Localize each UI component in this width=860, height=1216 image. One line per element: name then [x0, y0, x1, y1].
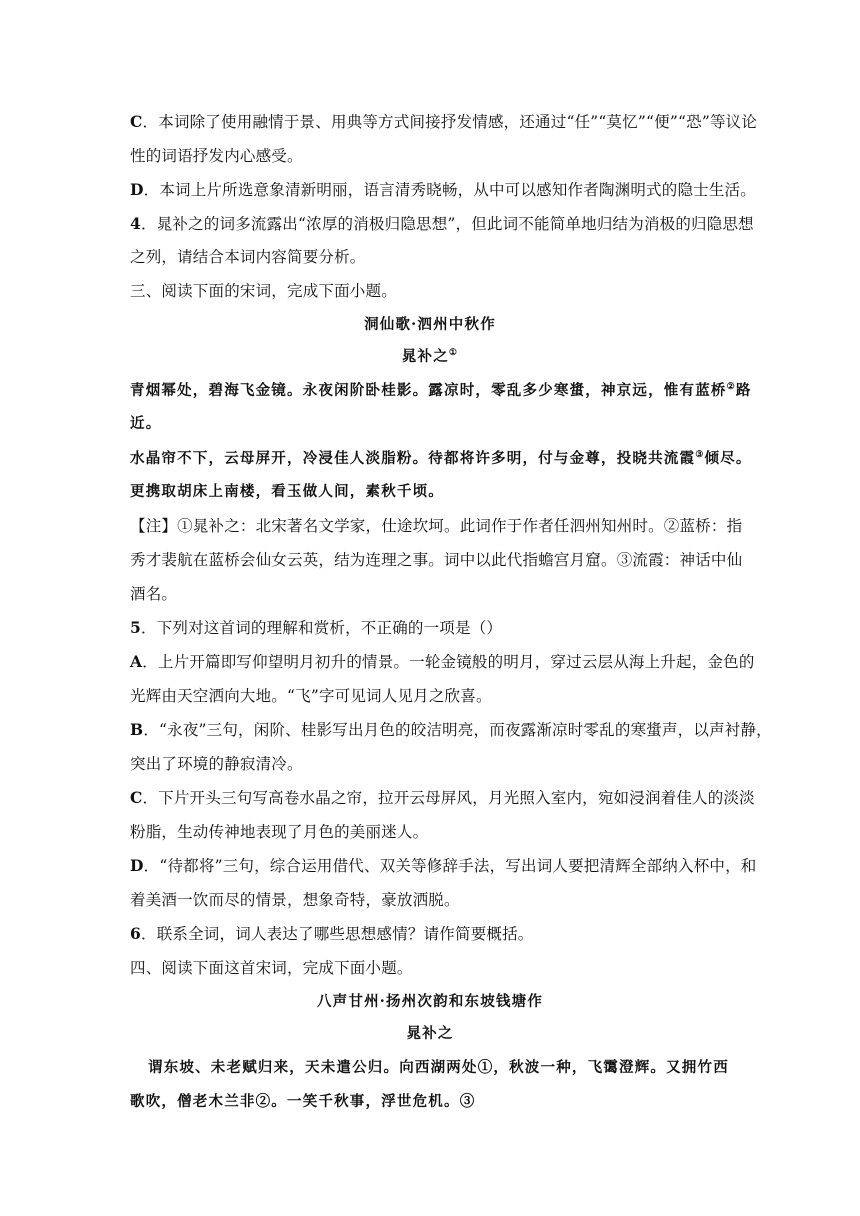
poem-2-line-2: 歌吹，僧老木兰非②。一笑千秋事，浮世危机。③ — [130, 1093, 476, 1110]
section-4-heading: 四、阅读下面这首宋词，完成下面小题。 — [130, 959, 413, 977]
poem-2-author: 晁补之 — [406, 1025, 454, 1042]
annotation-line-1: 【注】①晁补之：北宋著名文学家，仕途坎坷。此词作于作者任泗州知州时。②蓝桥：指 — [130, 517, 743, 535]
option-d-line-1: D．“待都将”三句，综合运用借代、双关等修辞手法，写出词人要把清辉全部纳入杯中，和 — [130, 856, 757, 875]
option-a-line-2: 光辉由天空洒向大地。“飞”字可见词人见月之欣喜。 — [130, 687, 492, 705]
option-b-line-2: 突出了环境的静寂清冷。 — [130, 755, 303, 773]
question-5: 5．下列对这首词的理解和赏析，不正确的一项是（） — [130, 618, 503, 637]
option-c-line-2: 性的词语抒发内心感受。 — [130, 147, 303, 165]
question-4-line-2: 之列，请结合本词内容简要分析。 — [130, 248, 366, 266]
poem-line-1: 青烟幂处，碧海飞金镜。永夜闲阶卧桂影。露凉时，零乱多少寒螀，神京远，惟有蓝桥②路 — [130, 382, 752, 399]
option-d-line-2: 着美酒一饮而尽的情景，想象奇特，豪放洒脱。 — [130, 891, 460, 909]
poem-line-2: 近。 — [130, 415, 162, 432]
annotation-line-3: 酒名。 — [130, 585, 178, 603]
option-c-line-1: C．本词除了使用融情于景、用典等方式间接抒发情感，还通过“任”“莫忆”“便”“恐”等议论 — [130, 112, 758, 131]
option-d-line-1: D．本词上片所选意象清新明丽，语言清秀晓畅，从中可以感知作者陶渊明式的隐士生活。 — [130, 180, 756, 199]
annotation-line-2: 秀才裴航在蓝桥会仙女云英，结为连理之事。词中以此代指蟾宫月窟。③流霞：神话中仙 — [130, 551, 743, 569]
option-c-line-1: C．下片开头三句写高卷水晶之帘，拉开云母屏风，月光照入室内，宛如浸润着佳人的淡淡 — [130, 788, 755, 807]
option-a-line-1: A．上片开篇即写仰望明月初升的情景。一轮金镜般的明月，穿过云层从海上升起，金色的 — [130, 652, 755, 671]
option-c-line-2: 粉脂，生动传神地表现了月色的美丽迷人。 — [130, 823, 429, 841]
poem-author: 晁补之① — [401, 348, 459, 365]
poem-line-4: 更携取胡床上南楼，看玉做人间，素秋千顷。 — [130, 483, 444, 500]
section-3-heading: 三、阅读下面的宋词，完成下面小题。 — [130, 282, 397, 300]
poem-line-3: 水晶帘不下，云母屏开，冷浸佳人淡脂粉。待都将许多明，付与金尊，投晓共流霞③倾尽。 — [130, 450, 752, 467]
poem-title: 洞仙歌·泗州中秋作 — [364, 316, 496, 333]
poem-2-title: 八声甘州·扬州次韵和东坡钱塘作 — [316, 993, 544, 1010]
poem-2-line-1: 谓东坡、未老赋归来，天未遣公归。向西湖两处①，秋波一种，飞霭澄辉。又拥竹西 — [148, 1059, 729, 1076]
question-6: 6．联系全词，词人表达了哪些思想感情？请作简要概括。 — [130, 924, 534, 943]
question-4-line-1: 4．晁补之的词多流露出“浓厚的消极归隐思想”，但此词不能简单地归结为消极的归隐思想 — [130, 214, 754, 233]
option-b-line-1: B．“永夜”三句，闲阶、桂影写出月色的皎洁明亮，而夜露渐凉时零乱的寒螀声，以声衬静， — [130, 720, 772, 739]
